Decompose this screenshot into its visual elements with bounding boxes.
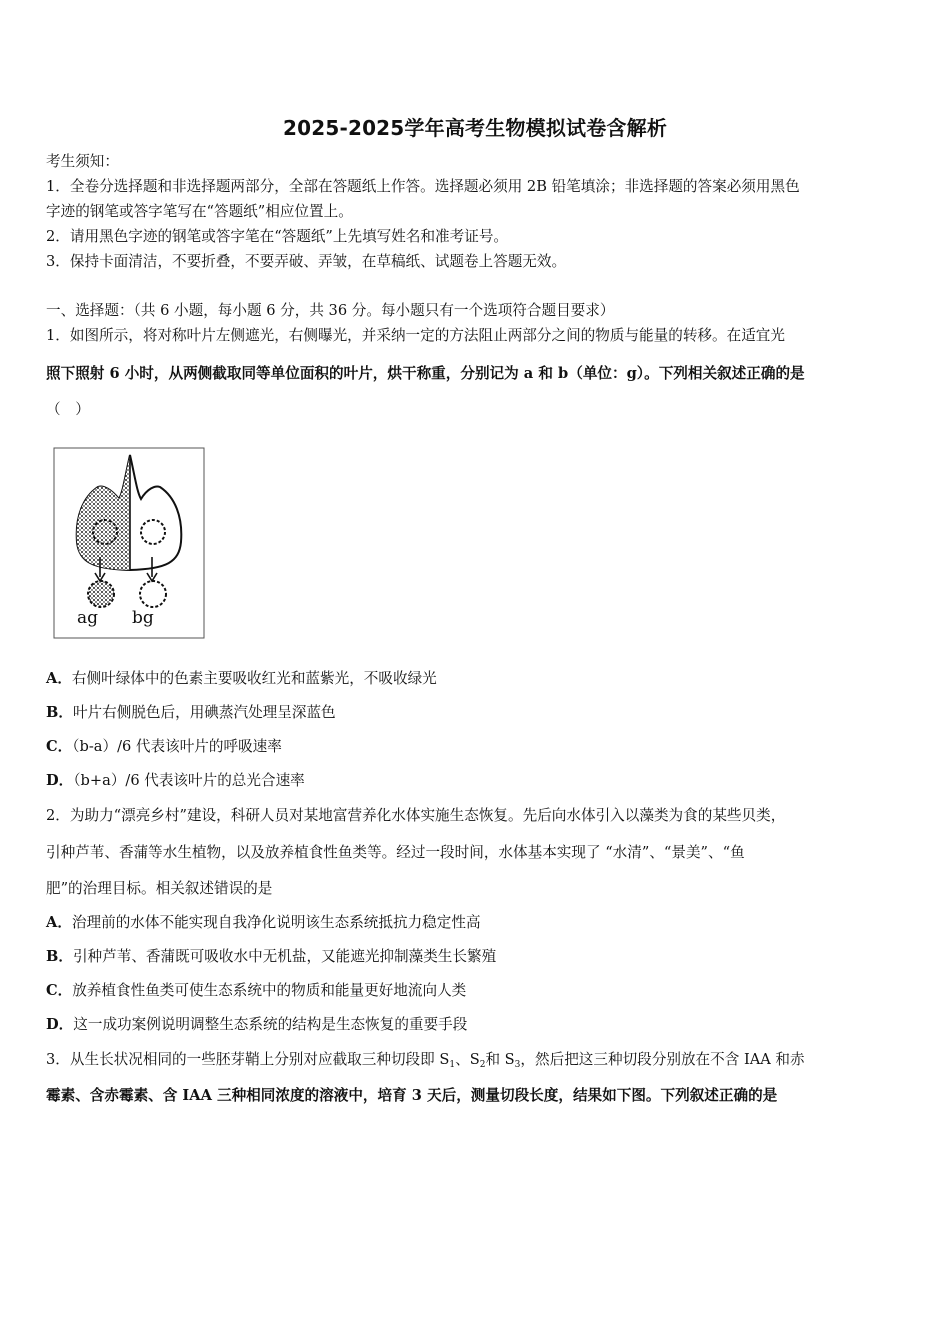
q1-option-d (46, 771, 305, 791)
q3-line1-part-c: 和 S (485, 1051, 515, 1068)
q3-sub-3: 3 (514, 1060, 521, 1070)
q2-option-d (46, 1015, 467, 1035)
leaf-shading-figure (53, 447, 205, 639)
q1-stem-line-2: 照下照射 6 小时，从两侧截取同等单位面积的叶片，烘干称重，分别记为 a 和 b（单位：g）。下列相关叙述正确的是 (46, 365, 805, 382)
leaf-diagram-svg (53, 447, 205, 639)
q1-stem-line-1: 1．如图所示，将对称叶片左侧遮光，右侧曝光，并采纳一定的方法阻止两部分之间的物质与能量的转移。在适宜光 (46, 327, 785, 344)
q2-stem-line-1: 2．为助力“漂亮乡村”建设，科研人员对某地富营养化水体实施生态恢复。先后向水体引入以藻类为食的某些贝类， (46, 807, 786, 824)
notice-heading: 考生须知： (46, 153, 119, 170)
q2-option-d-text: 这一成功案例说明调整生态系统的结构是生态恢复的重要手段 (73, 1016, 468, 1033)
q1-option-c-key: C． (46, 738, 73, 755)
disc-a (88, 581, 114, 607)
notice-item-1a: 1．全卷分选择题和非选择题两部分，全部在答题纸上作答。选择题必须用 2B 铅笔填涂；非选择题的答案必须用黑色 (46, 178, 800, 195)
q1-option-b-key: B． (46, 704, 73, 721)
q2-option-a-text: 治理前的水体不能实现自我净化说明该生态系统抵抗力稳定性高 (71, 914, 481, 931)
label-ag: ag (77, 608, 99, 628)
q2-stem-line-2: 引种芦苇、香蒲等水生植物，以及放养植食性鱼类等。经过一段时间，水体基本实现了 “水清”、“景美”、“鱼 (46, 844, 745, 861)
q3-stem-line-2: 霉素、含赤霉素、含 IAA 三种相同浓度的溶液中，培育 3 天后，测量切段长度，结果如下图。下列叙述正确的是 (46, 1087, 778, 1104)
notice-item-2: 2．请用黑色字迹的钢笔或答字笔在“答题纸”上先填写姓名和准考证号。 (46, 228, 509, 245)
q2-option-c-key: C． (46, 982, 73, 999)
q3-stem-line-1 (46, 1050, 805, 1075)
q1-option-a-text: 右侧叶绿体中的色素主要吸收红光和蓝紫光，不吸收绿光 (71, 670, 437, 687)
q2-option-a-key: A． (46, 914, 72, 931)
q1-option-a (46, 669, 437, 689)
disc-b (140, 581, 166, 607)
q2-option-c-text: 放养植食性鱼类可使生态系统中的物质和能量更好地流向人类 (72, 982, 467, 999)
q1-answer-blank: （ ） (46, 401, 90, 418)
section-heading: 一、选择题：（共 6 小题，每小题 6 分，共 36 分。每小题只有一个选项符合题目要求） (46, 302, 615, 319)
q2-option-c (46, 981, 466, 1001)
q2-option-b-text: 引种芦苇、香蒲既可吸收水中无机盐，又能遮光抑制藻类生长繁殖 (72, 948, 497, 965)
q1-option-b (46, 703, 336, 723)
q1-option-b-text: 叶片右侧脱色后，用碘蒸汽处理呈深蓝色 (72, 704, 336, 721)
q1-option-a-key: A． (46, 670, 72, 687)
q2-option-b (46, 947, 496, 967)
q3-sub-2: 2 (479, 1060, 486, 1070)
q3-line1-part-d: ，然后把这三种切段分别放在不含 IAA 和赤 (520, 1051, 805, 1068)
q3-line1-part-a: 3．从生长状况相同的一些胚芽鞘上分别对应截取三种切段即 S (46, 1051, 450, 1068)
notice-item-3: 3．保持卡面清洁，不要折叠，不要弄破、弄皱，在草稿纸、试题卷上答题无效。 (46, 253, 567, 270)
q1-option-c-text: （b-a）/6 代表该叶片的呼吸速率 (72, 738, 282, 755)
shaded-left-half (77, 455, 130, 570)
q2-option-a (46, 913, 481, 933)
q2-stem-line-3: 肥”的治理目标。相关叙述错误的是 (46, 880, 273, 897)
right-sample-circle (141, 520, 165, 544)
q2-option-b-key: B． (46, 948, 73, 965)
notice-item-1b: 字迹的钢笔或答字笔写在“答题纸”相应位置上。 (46, 203, 353, 220)
q1-option-c (46, 737, 282, 757)
q2-option-d-key: D． (46, 1016, 74, 1033)
page-title: 2025-2025学年高考生物模拟试卷含解析 (282, 116, 668, 140)
q3-sub-1: 1 (449, 1060, 456, 1070)
q1-option-d-key: D． (46, 772, 74, 789)
q3-line1-part-b: 、S (455, 1051, 480, 1068)
label-bg: bg (132, 608, 154, 628)
q1-option-d-text: （b+a）/6 代表该叶片的总光合速率 (73, 772, 305, 789)
